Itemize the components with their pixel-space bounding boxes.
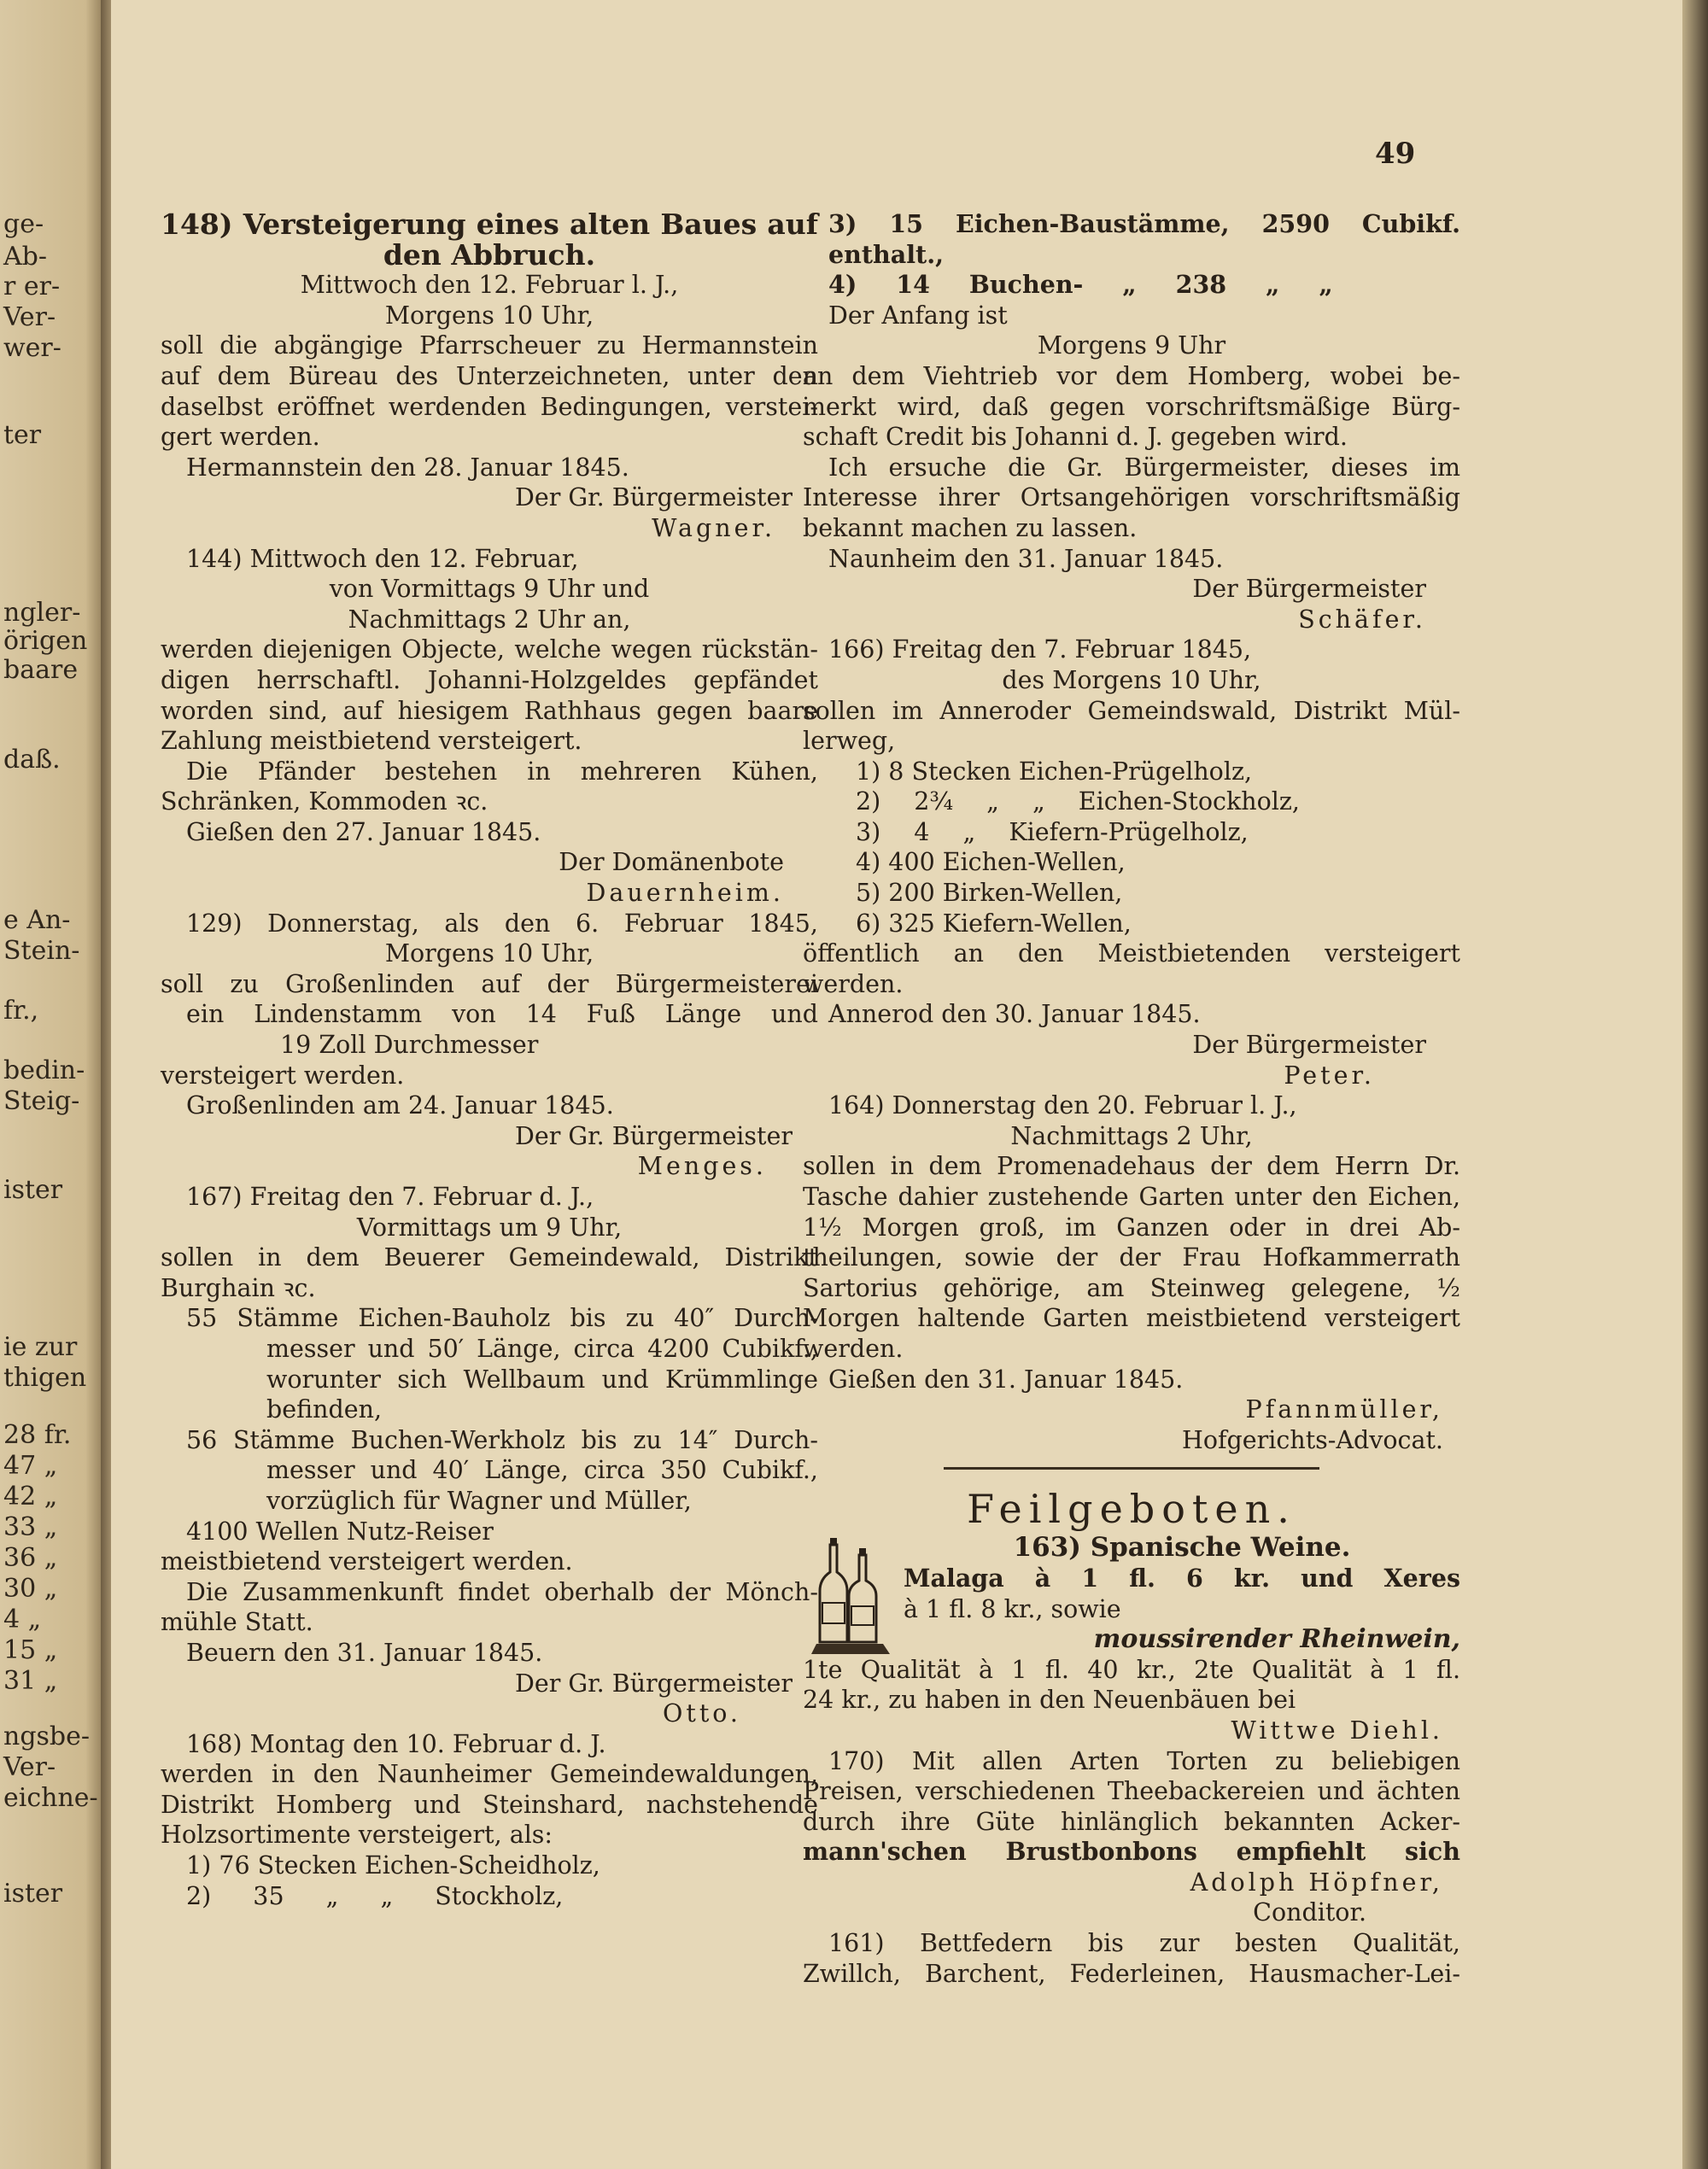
notice-signature-title: Der Gr. Bürgermeister: [514, 1121, 793, 1150]
notice-signature-title: Der Bürgermeister: [1192, 1031, 1426, 1060]
list-item: vorzüglich für Wagner und Müller,: [266, 1486, 692, 1515]
notice-167: [161, 1182, 818, 1729]
notice-time: Nachmittags 2 Uhr an,: [348, 605, 631, 634]
notice-text-line: Burghain ꝛc.: [161, 1273, 316, 1302]
notice-text-line: theilungen, sowie der der Frau Hofkammerrath: [803, 1243, 1460, 1272]
notice-text-line: lerweg,: [803, 727, 896, 756]
notice-text-line: auf dem Büreau des Unterzeichneten, unter den: [161, 361, 818, 390]
notice-time: Vormittags um 9 Uhr,: [356, 1213, 623, 1242]
notice-text-line: soll die abgängige Pfarrscheuer zu Hermannstein: [161, 331, 818, 360]
list-item: 2) 2¾ „ „ Eichen-Stockholz,: [856, 787, 1300, 816]
notice-headline: 148) Versteigerung eines alten Baues auf: [161, 208, 818, 241]
notice-date: Mittwoch den 12. Februar l. J.,: [300, 271, 679, 300]
left-page-fragment: Ver-: [3, 1752, 56, 1782]
advert-headline: 163) Spanische Weine.: [1013, 1532, 1351, 1564]
left-page-fragment: thigen: [3, 1363, 87, 1393]
notice-text-line: versteigert werden.: [161, 1061, 405, 1090]
advert-signature: Adolph Höpfner,: [1190, 1868, 1443, 1897]
notice-168: [161, 1729, 818, 1912]
notice-text-line: worden sind, auf hiesigem Rathhaus gegen baare: [161, 696, 818, 725]
left-page-fragment: bedin-: [3, 1055, 85, 1085]
right-column: [803, 209, 1460, 1989]
notice-date: 168) Montag den 10. Februar d. J.: [186, 1729, 606, 1758]
notice-time: Nachmittags 2 Uhr,: [1010, 1121, 1253, 1150]
left-column: [161, 209, 818, 1911]
notice-place-date: Großenlinden am 24. Januar 1845.: [186, 1091, 614, 1120]
notice-time: von Vormittags 9 Uhr und: [329, 575, 650, 604]
notice-text-line: mühle Statt.: [161, 1608, 313, 1637]
advert-text-line: à 1 fl. 8 kr., sowie: [904, 1594, 1121, 1623]
list-item: messer und 40′ Länge, circa 350 Cubikf.,: [266, 1456, 818, 1485]
notice-129: [161, 909, 818, 1182]
left-page-fragment: ister: [3, 1175, 63, 1205]
advert-text-line: Zwillch, Barchent, Federleinen, Hausmacher-Lei-: [803, 1959, 1460, 1988]
notice-text-line: 1½ Morgen groß, im Ganzen oder in drei Ab-: [803, 1213, 1460, 1242]
notice-text-line: werden.: [803, 1334, 904, 1363]
notice-place-date: Gießen den 27. Januar 1845.: [186, 817, 541, 846]
notice-text-line: sollen in dem Beuerer Gemeindewald, Distrikt: [161, 1243, 818, 1272]
notice-time: Morgens 10 Uhr,: [384, 301, 594, 330]
notice-headline: den Abbruch.: [383, 237, 596, 272]
left-page-fragment: Ver-: [3, 302, 56, 332]
notice-text-line: Die Zusammenkunft findet oberhalb der Mönch-: [186, 1577, 818, 1606]
left-page-fragment: örigen: [3, 626, 88, 656]
left-page-fragment: 4 „: [3, 1605, 42, 1634]
notice-date: 144) Mittwoch den 12. Februar,: [186, 544, 579, 573]
notice-text-line: öffentlich an den Meistbietenden versteigert werden.: [803, 939, 1460, 998]
notice-signature-name: Wagner.: [652, 513, 775, 542]
notice-time: Morgens 10 Uhr,: [384, 939, 594, 968]
notice-text-line: ein Lindenstamm von 14 Fuß Länge und: [186, 1000, 818, 1029]
notice-signature-name: Pfannmüller,: [1245, 1395, 1443, 1424]
notice-text-line: 19 Zoll Durchmesser: [280, 1031, 539, 1060]
list-item: 4) 400 Eichen-Wellen,: [856, 848, 1126, 877]
left-page-fragment: 15 „: [3, 1635, 58, 1665]
advert-text-line: 1te Qualität à 1 fl. 40 kr., 2te Qualität à 1 fl.: [803, 1655, 1460, 1684]
notice-signature-name: Schäfer.: [1298, 605, 1426, 634]
advert-text-line: durch ihre Güte hinlänglich bekannten Acker-: [803, 1807, 1460, 1836]
left-page-fragment: ngler-: [3, 598, 81, 628]
notice-text-line: digen herrschaftl. Johanni-Holzgeldes gepfändet: [161, 665, 818, 694]
notice-date: 167) Freitag den 7. Februar d. J.,: [186, 1183, 594, 1211]
notice-date: 166) Freitag den 7. Februar 1845,: [828, 635, 1252, 664]
notice-time: des Morgens 10 Uhr,: [1002, 665, 1261, 694]
notice-148: [161, 209, 818, 544]
section-heading: Feilgeboten.: [967, 1486, 1296, 1533]
left-page-fragment: 28 fr.: [3, 1420, 72, 1450]
notice-signature-title: Der Domänenbote: [559, 848, 784, 877]
notice-signature-name: Menges.: [637, 1152, 767, 1181]
left-page-fragment: daß.: [3, 745, 61, 775]
list-item: 4) 14 Buchen- „ 238 „ „: [828, 270, 1333, 300]
list-item: 1) 8 Stecken Eichen-Prügelholz,: [856, 757, 1253, 786]
notice-date: 164) Donnerstag den 20. Februar l. J.,: [828, 1091, 1297, 1120]
page-edge: [1682, 0, 1708, 2169]
notice-place-date: Annerod den 30. Januar 1845.: [828, 1000, 1201, 1029]
left-page-fragment: 31 „: [3, 1666, 58, 1696]
notice-text-line: Distrikt Homberg und Steinshard, nachstehende: [161, 1790, 818, 1819]
list-item: 2) 35 „ „ Stockholz,: [186, 1881, 564, 1910]
notice-signature-title: Hofgerichts-Advocat.: [1182, 1425, 1443, 1454]
notice-signature-title: Der Gr. Bürgermeister: [514, 483, 793, 512]
notice-text-line: sollen in dem Promenadehaus der dem Herrn Dr.: [803, 1152, 1460, 1181]
left-page-fragment: ngsbe-: [3, 1722, 91, 1751]
left-page-fragment: r er-: [3, 272, 61, 301]
left-page-fragment: 30 „: [3, 1574, 58, 1604]
notice-time: Morgens 9 Uhr: [1037, 331, 1226, 360]
notice-text-line: Schränken, Kommoden ꝛc.: [161, 787, 488, 816]
list-item: messer und 50′ Länge, circa 4200 Cubikf.,: [266, 1334, 818, 1363]
left-page-fragment: Ab-: [3, 242, 48, 272]
left-page-fragment: ter: [3, 420, 42, 450]
notice-signature-title: Der Bürgermeister: [1192, 575, 1426, 604]
notice-text-line: Morgen haltende Garten meistbietend versteigert: [803, 1304, 1460, 1333]
notice-168-continued: [803, 209, 1460, 634]
left-page-fragment: ge-: [3, 209, 44, 239]
left-page-fragment: 47 „: [3, 1451, 58, 1481]
notice-place-date: Gießen den 31. Januar 1845.: [828, 1365, 1184, 1394]
left-page-fragment: ie zur: [3, 1332, 78, 1362]
notice-place-date: Hermannstein den 28. Januar 1845.: [186, 453, 629, 482]
notice-text-line: schaft Credit bis Johanni d. J. gegeben wird.: [803, 423, 1348, 452]
notice-text-line: sollen im Anneroder Gemeindswald, Distrikt Mül-: [803, 696, 1460, 725]
notice-text-line: soll zu Großenlinden auf der Bürgermeisterei: [161, 969, 818, 998]
left-page-fragment: 33 „: [3, 1512, 58, 1542]
notice-text-line: meistbietend versteigert werden.: [161, 1547, 573, 1576]
left-page-fragment: 42 „: [3, 1482, 58, 1511]
left-page-fragment: fr.,: [3, 996, 39, 1026]
notice-text-line: Interesse ihrer Ortsangehörigen vorschriftsmäßig: [803, 483, 1460, 512]
notice-text-line: Ich ersuche die Gr. Bürgermeister, dieses im: [828, 453, 1460, 482]
list-item: befinden,: [266, 1395, 382, 1424]
list-item: 3) 4 „ Kiefern-Prügelholz,: [856, 817, 1249, 846]
list-item: worunter sich Wellbaum und Krümmlinge: [266, 1365, 818, 1394]
notice-text-line: Zahlung meistbietend versteigert.: [161, 727, 582, 756]
left-page-fragment: 36 „: [3, 1543, 58, 1573]
left-page-fragment: wer-: [3, 333, 61, 363]
notice-text-line: Sartorius gehörige, am Steinweg gelegene, ½: [803, 1273, 1460, 1302]
notice-text-line: Holzsortimente versteigert, als:: [161, 1821, 553, 1850]
notice-166: [803, 634, 1460, 1090]
list-item: 6) 325 Kiefern-Wellen,: [856, 909, 1132, 938]
left-page-fragment: ister: [3, 1879, 63, 1909]
notice-text-line: merkt wird, daß gegen vorschriftsmäßige Bürg-: [803, 392, 1460, 421]
list-item: 55 Stämme Eichen-Bauholz bis zu 40″ Durch-: [186, 1304, 818, 1333]
advert-text-line: Preisen, verschiedenen Theebackereien und ächten: [803, 1777, 1460, 1806]
list-item: 3) 15 Eichen-Baustämme, 2590 Cubikf. enthalt.,: [828, 209, 1460, 269]
left-page-fragment: eichne-: [3, 1783, 98, 1813]
notice-170: [803, 1746, 1460, 1929]
notice-signature-name: Otto.: [663, 1699, 741, 1728]
notice-signature-name: Dauernheim.: [586, 879, 784, 908]
notice-text-line: Tasche dahier zustehende Garten unter den Eichen,: [803, 1183, 1460, 1211]
wine-bottles-icon: [806, 1535, 895, 1663]
advert-signature: Wittwe Diehl.: [1231, 1716, 1443, 1745]
advert-text-line: moussirender Rheinwein,: [1093, 1624, 1460, 1655]
advert-text-line: 161) Bettfedern bis zur besten Qualität,: [828, 1929, 1460, 1958]
notice-text-line: gert werden.: [161, 423, 320, 452]
advert-signature-title: Conditor.: [1253, 1898, 1366, 1927]
notice-date: 129) Donnerstag, als den 6. Februar 1845,: [186, 909, 818, 938]
notice-text-line: werden in den Naunheimer Gemeindewaldungen,: [161, 1760, 818, 1789]
advert-text-line: Malaga à 1 fl. 6 kr. und Xeres: [904, 1563, 1460, 1593]
notice-signature-name: Peter.: [1284, 1061, 1375, 1090]
left-page-fragment: e An-: [3, 905, 71, 935]
adjacent-left-page: [0, 0, 107, 2169]
notice-text-line: daselbst eröffnet werdenden Bedingungen, verstei-: [161, 392, 818, 421]
notice-text-line: Der Anfang ist: [828, 301, 1008, 330]
notice-164: [803, 1090, 1460, 1455]
notice-161: [803, 1928, 1460, 1989]
notice-text-line: werden diejenigen Objecte, welche wegen rückstän-: [161, 635, 818, 664]
notice-text-line: Die Pfänder bestehen in mehreren Kühen,: [186, 757, 818, 786]
list-item: 4100 Wellen Nutz-Reiser: [186, 1517, 494, 1546]
list-item: 56 Stämme Buchen-Werkholz bis zu 14″ Durch-: [186, 1425, 818, 1454]
notice-signature-title: Der Gr. Bürgermeister: [514, 1669, 793, 1698]
page-number: 49: [1375, 137, 1416, 171]
wine-advert: [803, 1533, 1460, 1654]
notice-place-date: Beuern den 31. Januar 1845.: [186, 1638, 543, 1667]
notice-text-line: an dem Viehtrieb vor dem Homberg, wobei be-: [803, 361, 1460, 390]
notice-place-date: Naunheim den 31. Januar 1845.: [828, 544, 1224, 573]
notice-144: [161, 544, 818, 909]
section-divider: [944, 1467, 1319, 1470]
notice-163: [803, 1533, 1460, 1745]
left-page-fragment: baare: [3, 655, 79, 685]
left-page-fragment: Stein-: [3, 936, 80, 966]
advert-text-line: 170) Mit allen Arten Torten zu beliebigen: [828, 1746, 1460, 1775]
advert-text-line: mann'schen Brustbonbons empfiehlt sich: [803, 1837, 1460, 1867]
left-page-fragment: Steig-: [3, 1086, 80, 1116]
notice-text-line: bekannt machen zu lassen.: [803, 513, 1138, 542]
advert-text-line: 24 kr., zu haben in den Neuenbäuen bei: [803, 1686, 1296, 1715]
list-item: 5) 200 Birken-Wellen,: [856, 879, 1123, 908]
list-item: 1) 76 Stecken Eichen-Scheidholz,: [186, 1851, 600, 1880]
